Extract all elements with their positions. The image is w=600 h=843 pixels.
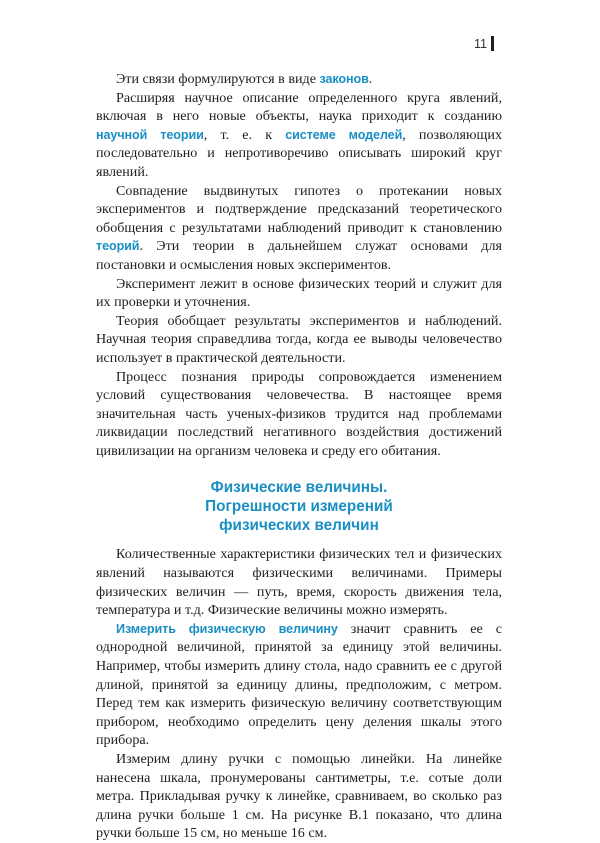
section-heading xyxy=(96,478,502,535)
paragraph-text: , т. е. к xyxy=(203,126,286,143)
paragraph-text: Расширяя научное описание определенного круга явлений, включая в него новые объекты, наука приходит к созданию xyxy=(96,89,502,125)
key-term: Измерить физическую величину xyxy=(116,621,338,636)
page-content xyxy=(96,70,502,843)
paragraph xyxy=(96,70,502,89)
text-section-top xyxy=(96,70,502,460)
section-heading-line: Погрешности измерений xyxy=(205,498,393,516)
paragraph xyxy=(96,182,502,275)
paragraph-text: . Эти теории в дальнейшем служат основами для постановки и осмысления новых экспериментов. xyxy=(96,238,502,273)
paragraph xyxy=(96,750,502,843)
paragraph xyxy=(96,545,502,619)
paragraph-text: , позволяющих последовательно и непротиворечиво описывать широкий круг явлений. xyxy=(96,126,502,180)
text-section-bottom xyxy=(96,545,502,843)
key-term: законов xyxy=(319,72,369,86)
key-term: теорий xyxy=(96,239,140,254)
paragraph-text: Теория обобщает результаты экспериментов и наблюдений. Научная теория справедлива тогда, когда ее выводы человечество использует в практической деятельности. xyxy=(96,312,502,366)
key-term: системе моделей xyxy=(285,127,403,142)
page-number: 11 xyxy=(474,37,487,51)
paragraph-text: Совпадение выдвинутых гипотез о протекании новых экспериментов и подтверждение предсказаний теоретического обобщения с результатами наблюдений приводит к становлению xyxy=(96,182,502,236)
paragraph-text: Измерим длину ручки с помощью линейки. На линейке нанесена шкала, пронумерованы сантиметры, т.е. сотые доли метра. Прикладывая ручку к линейке, сравниваем, во сколько раз длина ручки больше 1 см. На рисунке В.1 показано, что длина ручки больше 15 см, но меньше 16 см. xyxy=(96,751,502,842)
section-heading-line: физических величин xyxy=(219,517,379,535)
paragraph xyxy=(96,312,502,368)
section-heading-line: Физические величины. xyxy=(210,479,388,497)
paragraph xyxy=(96,275,502,312)
paragraph xyxy=(96,620,502,750)
paragraph-text: . xyxy=(368,71,373,87)
paragraph xyxy=(96,89,502,182)
page-number-bar xyxy=(491,36,494,51)
paragraph-text: значит сравнить ее с однородной величиной, принятой за единицу этой величины. Например, чтобы измерить длину стола, надо сравнить ее с другой длиной, принятой за единицу длины, предположим, с метром. Перед тем как измерить физическую величину соответствующим прибором, необходимо определить цену деления шкалы этого прибора. xyxy=(96,620,503,749)
paragraph-text: Эти связи формулируются в виде xyxy=(116,71,320,87)
paragraph-text: Процесс познания природы сопровождается изменением условий существования человечества. В настоящее время значительная часть ученых-физиков трудится над проблемами ликвидации последствий негативного воздействия достижений цивилизации на организм человека и среду его обитания. xyxy=(96,368,502,459)
paragraph-text: Эксперимент лежит в основе физических теорий и служит для их проверки и уточнения. xyxy=(96,275,502,311)
paragraph-text: Количественные характеристики физических тел и физических явлений называются физическими величинами. Примеры физических величин — путь, время, скорость движения тела, температура и т.д. Физические величины можно измерять. xyxy=(96,546,502,619)
paragraph xyxy=(96,368,502,461)
key-term: научной теории xyxy=(96,127,204,142)
